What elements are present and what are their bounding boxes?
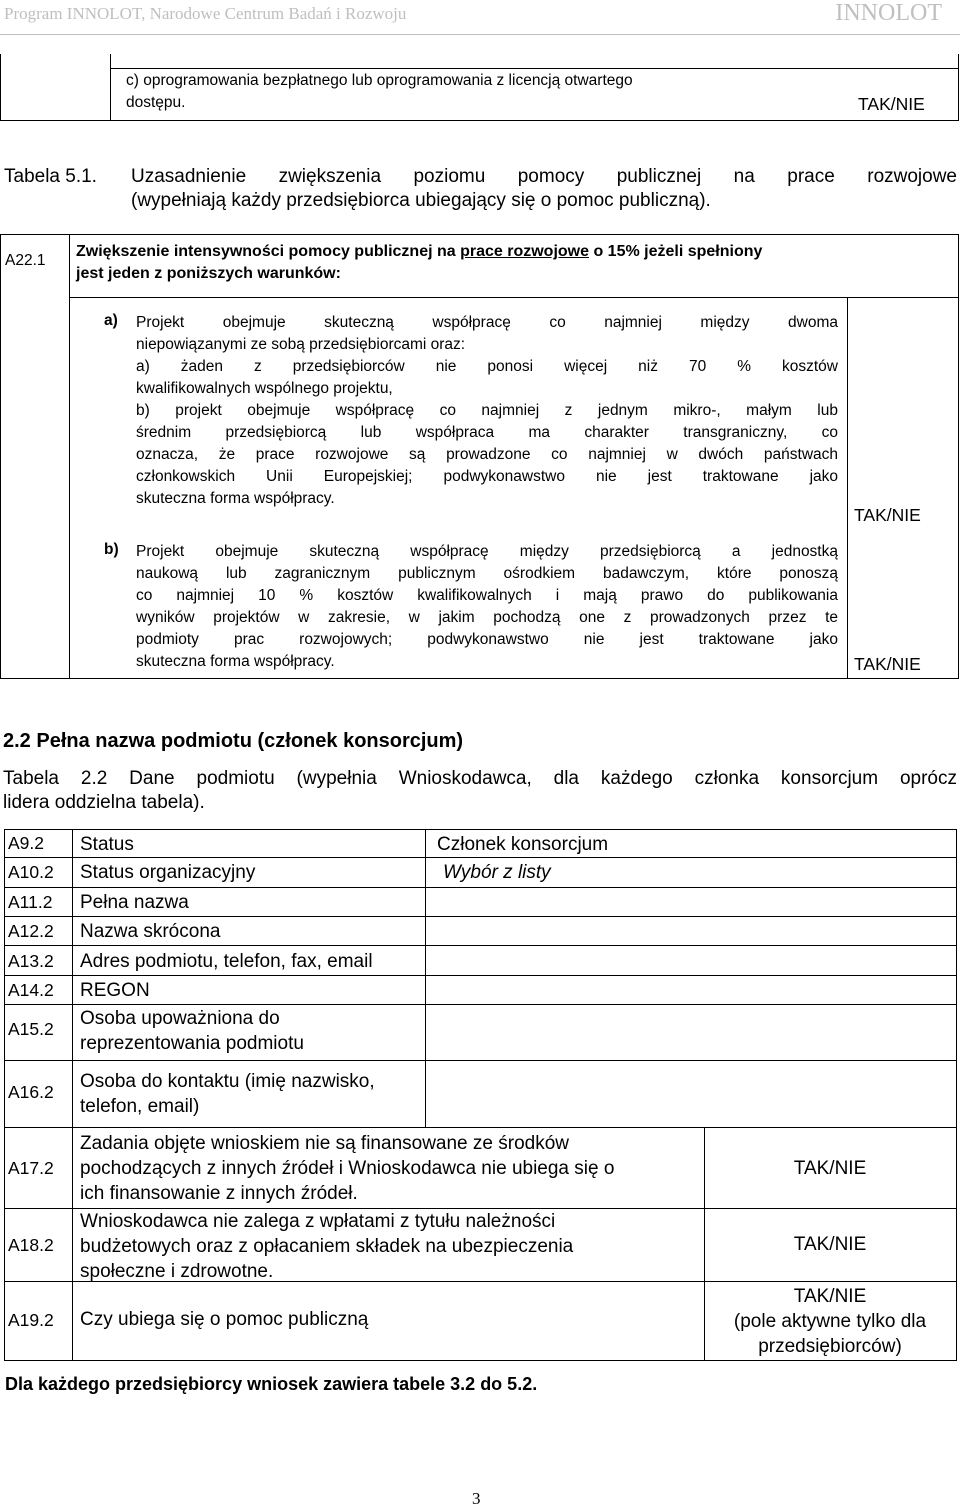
top-box-top-line <box>110 68 958 69</box>
a22-option-a-text <box>136 312 838 510</box>
row-label-no-arrears <box>80 1209 700 1284</box>
a22-id-divider <box>69 234 70 679</box>
row-id-a14: A14.2 <box>8 980 54 1000</box>
row-label-line: Zadania objęte wnioskiem nie są finansowane ze środków <box>80 1133 569 1154</box>
row-input-regon[interactable] <box>426 976 955 1003</box>
a22-option-a-line: członkowskich Unii Europejskiej; podwykonawstwo nie jest traktowane jako <box>136 468 838 485</box>
row-input-full-name[interactable] <box>426 888 955 915</box>
header-divider <box>0 34 960 35</box>
row-input-contact-person[interactable] <box>426 1061 955 1126</box>
a22-option-a-line: oznacza, że prace rozwojowe są prowadzone co najmniej w dwóch państwach <box>136 446 838 463</box>
row-id-a9: A9.2 <box>8 833 44 853</box>
a22-title-pre: Zwiększenie intensywności pomocy publicznej na <box>76 243 461 260</box>
a22-option-b-line: podmioty prac rozwojowych; podwykonawstwo nie jest traktowane jako <box>136 631 838 648</box>
top-box-divider <box>110 54 111 121</box>
row-label-financing <box>80 1131 700 1206</box>
a22-title-bottom-line <box>69 297 959 298</box>
row-label-contact-person <box>80 1069 375 1119</box>
row-label-public-aid: Czy ubiega się o pomoc publiczną <box>80 1309 369 1330</box>
a22-title-post: o 15% jeżeli spełniony <box>589 243 763 260</box>
a22-option-a-letter: a) <box>104 312 118 329</box>
a22-option-b-line: wyników projektów w zakresie, w jakim pochodzą one z prowadzonych przez te <box>136 609 838 626</box>
a22-option-a-line: kwalifikowalnych wspólnego projektu, <box>136 380 393 397</box>
page-number: 3 <box>472 1489 481 1508</box>
row-label-full-name: Pełna nazwa <box>80 892 189 913</box>
row-id-a11: A11.2 <box>8 892 53 912</box>
row-value-line: TAK/NIE <box>793 1286 867 1307</box>
row-value-public-aid[interactable] <box>705 1284 955 1359</box>
a22-option-a-line: niepowiązanymi ze sobą przedsiębiorcami oraz: <box>136 336 466 353</box>
row-id-a12: A12.2 <box>8 921 54 941</box>
row-value-status[interactable]: Członek konsorcjum <box>437 834 609 855</box>
a22-id: A22.1 <box>5 252 46 269</box>
row-line <box>4 1127 956 1128</box>
a22-option-a-line: średnim przedsiębiorcą lub współpraca ma charakter transgraniczny, co <box>136 424 838 441</box>
row-label-org-status: Status organizacyjny <box>80 862 256 883</box>
row-label-short-name: Nazwa skrócona <box>80 921 221 942</box>
row-label-authorized-person <box>80 1006 304 1056</box>
row-input-address[interactable] <box>426 946 955 974</box>
table51-label: Tabela 5.1. <box>4 166 97 187</box>
row-line <box>4 857 956 858</box>
a22-option-a-answer[interactable]: TAK/NIE <box>854 505 921 525</box>
row-value-arrears-answer[interactable]: TAK/NIE <box>793 1234 867 1255</box>
row-value-org-status-select[interactable]: Wybór z listy <box>443 862 551 883</box>
top-box-answer[interactable]: TAK/NIE <box>858 94 925 114</box>
table51-caption-line2: (wypełniają każdy przedsiębiorca ubiegający się o pomoc publiczną). <box>131 190 711 211</box>
table22-caption-line2: lidera oddzielna tabela). <box>3 792 205 813</box>
row-label-line: reprezentowania podmiotu <box>80 1033 304 1054</box>
a22-option-b-text <box>136 541 838 673</box>
a22-options-divider <box>847 298 848 679</box>
a22-option-a-line: a) żaden z przedsiębiorców nie ponosi więcej niż 70 % kosztów <box>136 358 838 375</box>
row-label-line: ich finansowanie z innych źródeł. <box>80 1183 358 1204</box>
header-program-title: Program INNOLOT, Narodowe Centrum Badań i Rozwoju <box>4 4 407 23</box>
row-id-a17: A17.2 <box>8 1158 54 1178</box>
a22-option-b-answer[interactable]: TAK/NIE <box>854 654 921 674</box>
a22-option-a-line: Projekt obejmuje skuteczną współpracę co najmniej między dwoma <box>136 314 838 331</box>
row-label-line: Osoba upoważniona do <box>80 1008 280 1029</box>
row-label-line: telefon, email) <box>80 1096 200 1117</box>
row-id-a18: A18.2 <box>8 1235 54 1255</box>
row-value-financing-answer[interactable]: TAK/NIE <box>793 1158 867 1179</box>
table51-caption-line1: Uzasadnienie zwiększenia poziomu pomocy publicznej na prace rozwojowe <box>131 166 957 187</box>
a22-option-a-line: b) projekt obejmuje współpracę co najmniej z jednym mikro-, małym lub <box>136 402 838 419</box>
a22-option-b-line: skuteczna forma współpracy. <box>136 653 335 670</box>
top-box-text-line1: c) oprogramowania bezpłatnego lub oprogramowania z licencją otwartego <box>126 72 633 89</box>
a22-option-b-line: co najmniej 10 % kosztów kwalifikowalnych i mają prawo do publikowania <box>136 587 838 604</box>
a22-title-line2: jest jeden z poniższych warunków: <box>76 265 341 282</box>
row-id-a10: A10.2 <box>8 862 54 882</box>
row-input-authorized-person[interactable] <box>426 1005 955 1059</box>
row-label-line: Wnioskodawca nie zalega z wpłatami z tytułu należności <box>80 1211 556 1232</box>
a22-option-b-line: Projekt obejmuje skuteczną współpracę między przedsiębiorcą a jednostką <box>136 543 838 560</box>
top-box-text-line2: dostępu. <box>126 94 186 111</box>
row-value-line: (pole aktywne tylko dla <box>733 1311 927 1332</box>
section-heading: 2.2 Pełna nazwa podmiotu (członek konsorcjum) <box>3 730 464 752</box>
row-label-address: Adres podmiotu, telefon, fax, email <box>80 951 373 972</box>
row-id-a19: A19.2 <box>8 1310 54 1330</box>
a22-option-b-letter: b) <box>104 541 119 558</box>
header-logo-text: INNOLOT <box>835 0 942 26</box>
row-value-line: przedsiębiorców) <box>758 1336 902 1357</box>
row-label-status: Status <box>80 834 134 855</box>
table22-caption-line1: Tabela 2.2 Dane podmiotu (wypełnia Wnioskodawca, dla każdego członka konsorcjum oprócz <box>3 768 957 789</box>
a22-title-underlined: prace rozwojowe <box>460 243 590 260</box>
footer-note: Dla każdego przedsiębiorcy wniosek zawiera tabele 3.2 do 5.2. <box>5 1374 538 1394</box>
row-id-a15: A15.2 <box>8 1019 54 1039</box>
row-id-a13: A13.2 <box>8 951 54 971</box>
row-id-a16: A16.2 <box>8 1082 54 1102</box>
row-label-regon: REGON <box>80 980 150 1001</box>
a22-option-b-line: naukową lub zagranicznym publicznym ośrodkiem badawczym, które ponoszą <box>136 565 838 582</box>
row-label-line: budżetowych oraz z opłacaniem składek na ubezpieczenia <box>80 1236 574 1257</box>
row-label-line: pochodzących z innych źródeł i Wnioskodawca nie ubiega się o <box>80 1158 615 1179</box>
row-input-short-name[interactable] <box>426 917 955 944</box>
a22-option-a-line: skuteczna forma współpracy. <box>136 490 335 507</box>
row-label-line: społeczne i zdrowotne. <box>80 1261 274 1282</box>
a22-title <box>76 241 762 285</box>
row-label-line: Osoba do kontaktu (imię nazwisko, <box>80 1071 375 1092</box>
